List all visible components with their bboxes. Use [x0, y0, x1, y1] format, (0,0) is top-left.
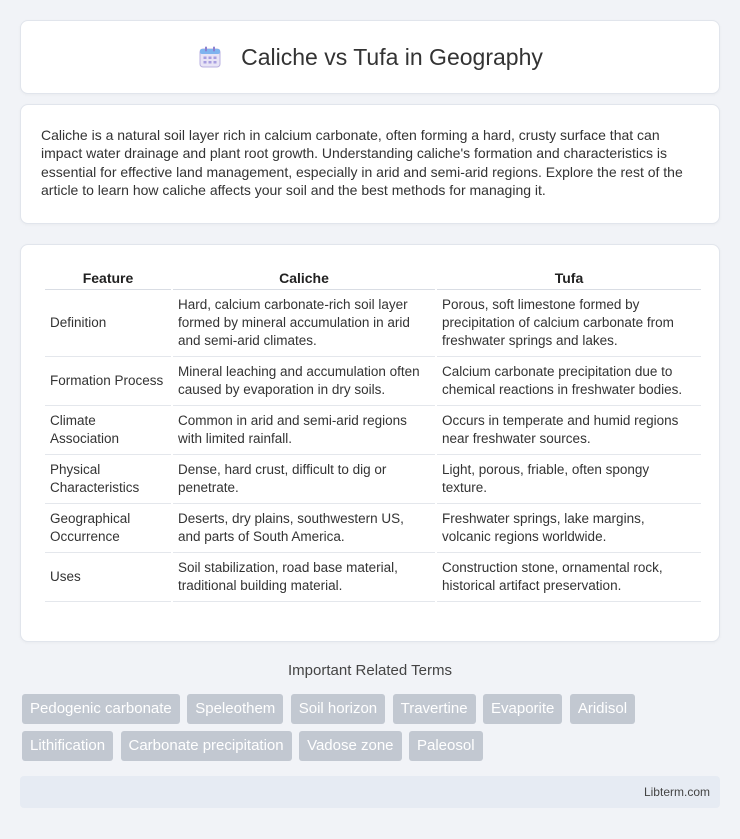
row-caliche: Mineral leaching and accumulation often caused by evaporation in dry soils.: [173, 357, 435, 406]
tag-soil-horizon[interactable]: Soil horizon: [291, 694, 385, 724]
row-feature: Formation Process: [45, 357, 171, 406]
header-feature: Feature: [45, 266, 171, 290]
tag-vadose-zone[interactable]: Vadose zone: [299, 731, 401, 761]
header-tufa: Tufa: [437, 266, 701, 290]
table-row: [45, 455, 701, 504]
table-header-row: [45, 266, 701, 290]
table-row: [45, 553, 701, 602]
row-feature: Climate Association: [45, 406, 171, 455]
row-tufa: Construction stone, ornamental rock, historical artifact preservation.: [437, 553, 701, 602]
table-row: [45, 290, 701, 357]
row-feature: Physical Characteristics: [45, 455, 171, 504]
tag-travertine[interactable]: Travertine: [393, 694, 476, 724]
row-caliche: Common in arid and semi-arid regions with limited rainfall.: [173, 406, 435, 455]
row-caliche: Hard, calcium carbonate-rich soil layer formed by mineral accumulation in arid and semi-arid climates.: [173, 290, 435, 357]
row-tufa: Porous, soft limestone formed by precipitation of calcium carbonate from freshwater springs and lakes.: [437, 290, 701, 357]
tag-aridisol[interactable]: Aridisol: [570, 694, 635, 724]
table-row: [45, 406, 701, 455]
row-tufa: Freshwater springs, lake margins, volcanic regions worldwide.: [437, 504, 701, 553]
row-tufa: Light, porous, friable, often spongy texture.: [437, 455, 701, 504]
row-feature: Uses: [45, 553, 171, 602]
row-caliche: Deserts, dry plains, southwestern US, and parts of South America.: [173, 504, 435, 553]
tag-paleosol[interactable]: Paleosol: [409, 731, 483, 761]
row-tufa: Occurs in temperate and humid regions near freshwater sources.: [437, 406, 701, 455]
intro-text: Caliche is a natural soil layer rich in calcium carbonate, often forming a hard, crusty surface that can impact water drainage and plant root growth. Understanding caliche's formation and characteristics is essential for effective land management, especially in arid and semi-arid regions. Explore the rest of the article to learn how caliche affects your soil and the best methods for managing it.: [41, 127, 683, 199]
header-caliche: Caliche: [173, 266, 435, 290]
title-wrap: [197, 44, 543, 71]
table-card: [20, 244, 720, 642]
calendar-icon: [197, 44, 223, 70]
related-terms-title: Important Related Terms: [288, 662, 452, 679]
row-feature: Geographical Occurrence: [45, 504, 171, 553]
comparison-table: [43, 266, 703, 602]
related-tags: [22, 694, 722, 768]
header-card: [20, 20, 720, 94]
tag-pedogenic-carbonate[interactable]: Pedogenic carbonate: [22, 694, 180, 724]
tag-lithification[interactable]: Lithification: [22, 731, 113, 761]
row-feature: Definition: [45, 290, 171, 357]
footer-brand[interactable]: Libterm.com: [643, 785, 710, 799]
table-row: [45, 504, 701, 553]
row-caliche: Dense, hard crust, difficult to dig or penetrate.: [173, 455, 435, 504]
table-row: [45, 357, 701, 406]
row-tufa: Calcium carbonate precipitation due to chemical reactions in freshwater bodies.: [437, 357, 701, 406]
intro-card: [20, 104, 720, 224]
tag-evaporite[interactable]: Evaporite: [483, 694, 562, 724]
row-caliche: Soil stabilization, road base material, traditional building material.: [173, 553, 435, 602]
page-title: Caliche vs Tufa in Geography: [241, 43, 543, 70]
tag-speleothem[interactable]: Speleothem: [187, 694, 283, 724]
footer: [20, 776, 720, 808]
tag-carbonate-precipitation[interactable]: Carbonate precipitation: [121, 731, 292, 761]
